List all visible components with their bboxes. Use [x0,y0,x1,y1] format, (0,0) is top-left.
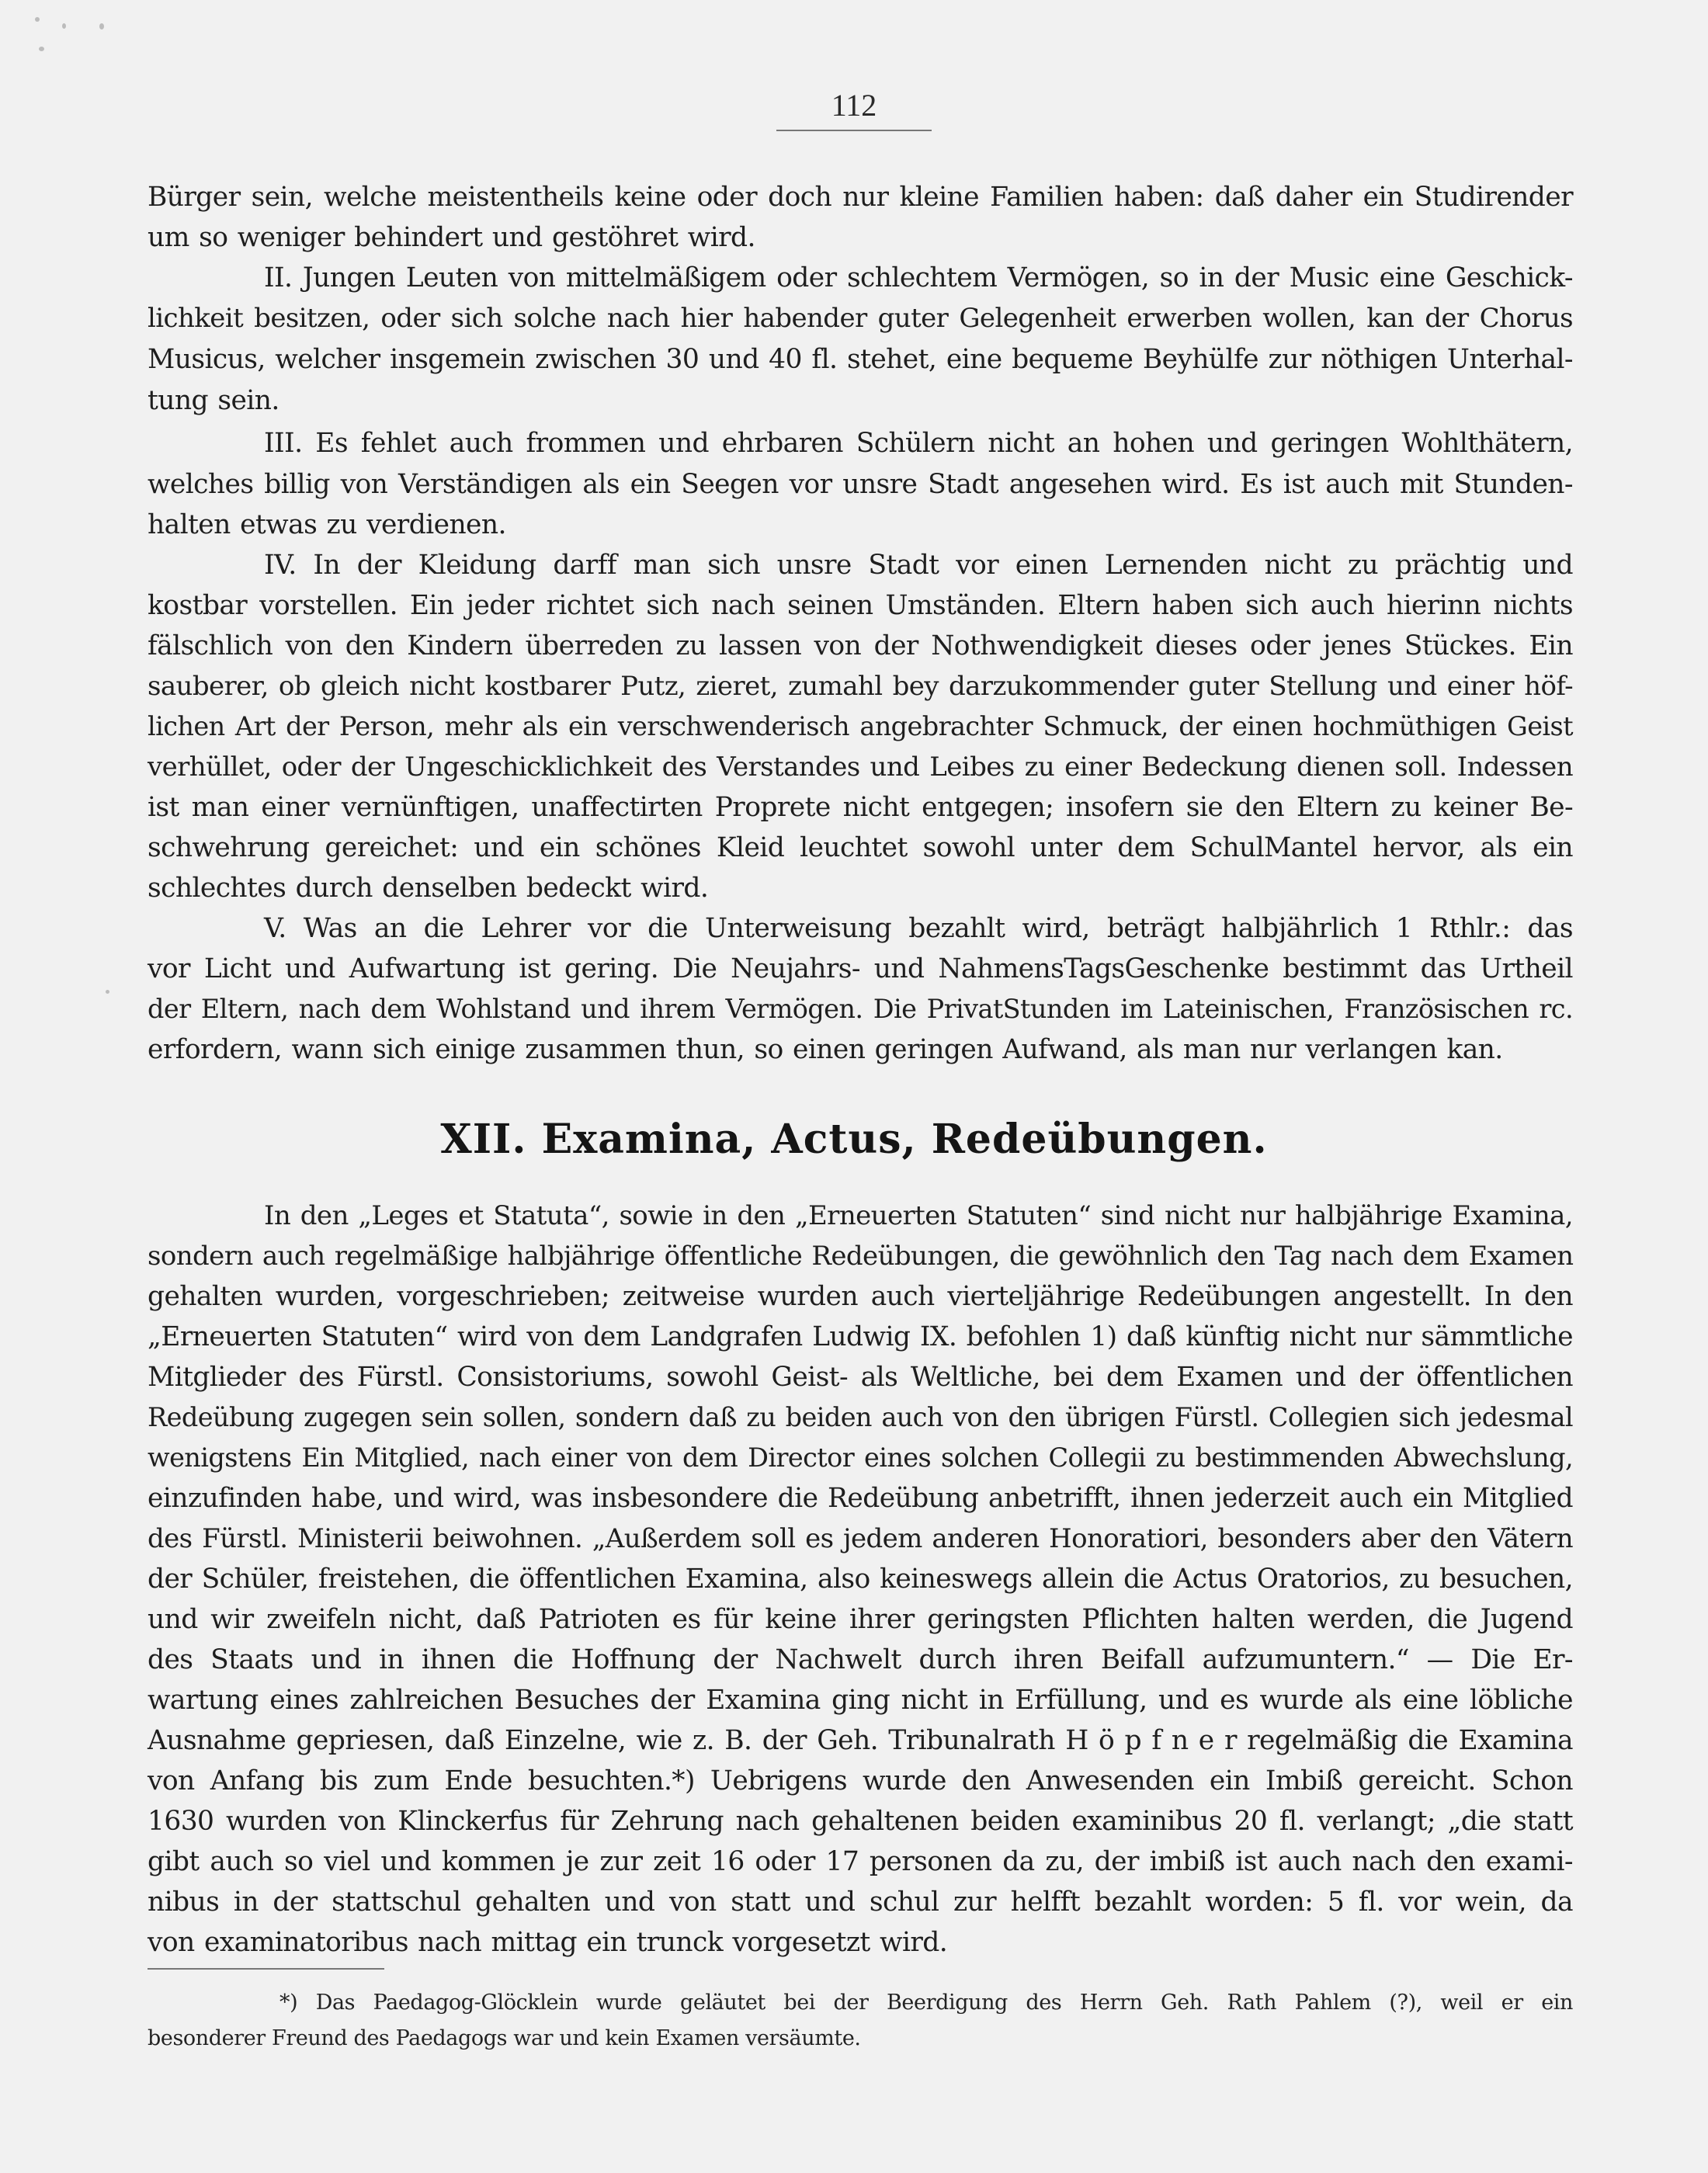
text-line: „Erneuerten Statuten“ wird von dem Landgrafen Ludwig IX. befohlen 1) daß künftig nicht nur sämmtliche [148,1321,1573,1352]
text-line: V. Was an die Lehrer vor die Unterweisung bezahlt wird, beträgt halbjährlich 1 Rthlr.: das [264,913,1573,944]
text-line: Bürger sein, welche meistentheils keine oder doch nur kleine Familien haben: daß daher ein Studirender [148,182,1573,213]
text-line: lichen Art der Person, mehr als ein verschwenderisch angebrachter Schmuck, der einen hochmüthigen Geist [148,711,1573,741]
text-line: wartung eines zahlreichen Besuches der Examina ging nicht in Erfüllung, und es wurde als eine löbliche [148,1685,1573,1716]
text-line: Mitglieder des Fürstl. Consistoriums, sowohl Geist- als Weltliche, bei dem Examen und der öffentlichen [148,1362,1573,1393]
text-line: des Staats und in ihnen die Hoffnung der Nachwelt durch ihren Beifall aufzumuntern.“ — Die Er- [148,1644,1573,1675]
text-line: Ausnahme gepriesen, daß Einzelne, wie z. B. der Geh. Tribunalrath H ö p f n e r regelmäßig die Examina [148,1725,1573,1756]
text-line: kostbar vorstellen. Ein jeder richtet sich nach seinen Umständen. Eltern haben sich auch hierinn nichts [148,590,1573,621]
text-line: gibt auch so viel und kommen je zur zeit 16 oder 17 personen da zu, der imbiß ist auch nach den exami- [148,1846,1573,1877]
text-line: des Fürstl. Ministerii beiwohnen. „Außerdem soll es jedem anderen Honoratiori, besonders aber den Vätern [148,1523,1573,1554]
text-line: In den „Leges et Statuta“, sowie in den „Erneuerten Statuten“ sind nicht nur halbjährige Examina, [264,1200,1573,1231]
text-line: ist man einer vernünftigen, unaffectirten Proprete nicht entgegen; insofern sie den Eltern zu keiner Be- [148,792,1573,823]
text-line: schlechtes durch denselben bedeckt wird. [148,873,709,904]
text-line: der Schüler, freistehen, die öffentlichen Examina, also keineswegs allein die Actus Oratorios, zu besuchen, [148,1564,1573,1595]
footnote-line: besonderer Freund des Paedagogs war und kein Examen versäumte. [148,2026,861,2050]
text-line: lichkeit besitzen, oder sich solche nach hier habender guter Gelegenheit erwerben wollen, kan der Chorus [148,303,1573,334]
text-line: II. Jungen Leuten von mittelmäßigem oder schlechtem Vermögen, so in der Music eine Geschick- [264,262,1573,293]
text-line: III. Es fehlet auch frommen und ehrbaren Schülern nicht an hohen und geringen Wohlthätern, [264,428,1573,459]
scan-speck [62,23,66,29]
text-line: erfordern, wann sich einige zusammen thun, so einen geringen Aufwand, als man nur verlangen kan. [148,1034,1503,1065]
text-line: von Anfang bis zum Ende besuchten.*) Uebrigens wurde den Anwesenden ein Imbiß gereicht. Schon [148,1765,1573,1796]
text-line: der Eltern, nach dem Wohlstand und ihrem Vermögen. Die PrivatStunden im Lateinischen, Französischen rc. [148,994,1573,1024]
text-line: fälschlich von den Kindern überreden zu lassen von der Nothwendigkeit dieses oder jenes Stückes. Ein [148,630,1573,661]
page-number-rule [776,130,932,131]
text-line: nibus in der stattschul gehalten und von statt und schul zur helfft bezahlt worden: 5 fl. vor wein, da [148,1887,1573,1918]
text-line: IV. In der Kleidung darff man sich unsre Stadt vor einen Lernenden nicht zu prächtig und [264,550,1573,581]
text-line: sondern auch regelmäßige halbjährige öffentliche Redeübungen, die gewöhnlich den Tag nach dem Examen [148,1241,1574,1272]
footnote-rule [148,1968,384,1970]
scan-speck [106,990,109,994]
text-line: schwehrung gereichet: und ein schönes Kleid leuchtet sowohl unter dem SchulMantel hervor, als ein [148,832,1573,863]
text-line: welches billig von Verständigen als ein Seegen vor unsre Stadt angesehen wird. Es ist auch mit Stunden- [148,469,1573,500]
text-line: und wir zweifeln nicht, daß Patrioten es für keine ihrer geringsten Pflichten halten werden, die Jugend [148,1604,1573,1635]
text-line: 1630 wurden von Klinckerfus für Zehrung nach gehaltenen beiden examinibus 20 fl. verlangt; „die statt [148,1806,1573,1837]
text-line: halten etwas zu verdienen. [148,509,506,540]
text-line: sauberer, ob gleich nicht kostbarer Putz, zieret, zumahl bey darzukommender guter Stellung und einer höf- [148,671,1573,702]
text-line: Redeübung zugegen sein sollen, sondern daß zu beiden auch von den übrigen Fürstl. Collegien sich jedesmal [148,1402,1573,1432]
text-line: einzufinden habe, und wird, was insbesondere die Redeübung anbetrifft, ihnen jederzeit auch ein Mitglied [148,1483,1573,1514]
text-line: vor Licht und Aufwartung ist gering. Die Neujahrs- und NahmensTagsGeschenke bestimmt das Urtheil [148,953,1573,984]
text-line: um so weniger behindert und gestöhret wird. [148,222,755,253]
footnote-line: *) Das Paedagog-Glöcklein wurde geläutet bei der Beerdigung des Herrn Geh. Rath Pahlem (?), weil er ein [279,1991,1573,2015]
text-line: verhüllet, oder der Ungeschicklichkeit des Verstandes und Leibes zu einer Bedeckung dienen soll. Indessen [148,752,1573,783]
text-line: Musicus, welcher insgemein zwischen 30 und 40 fl. stehet, eine bequeme Beyhülfe zur nöthigen Unterhal- [148,344,1573,375]
section-heading: XII. Examina, Actus, Redeübungen. [440,1116,1268,1163]
page-number: 112 [831,88,877,123]
text-line: von examinatoribus nach mittag ein trunck vorgesetzt wird. [148,1927,948,1958]
scan-speck [39,47,44,51]
text-line: wenigstens Ein Mitglied, nach einer von dem Director eines solchen Collegii zu bestimmenden Abwechslung, [148,1442,1573,1473]
text-line: tung sein. [148,385,279,416]
scan-speck [35,17,40,22]
text-line: gehalten wurden, vorgeschrieben; zeitweise wurden auch vierteljährige Redeübungen angestellt. In den [148,1281,1573,1312]
scan-speck [99,23,104,30]
